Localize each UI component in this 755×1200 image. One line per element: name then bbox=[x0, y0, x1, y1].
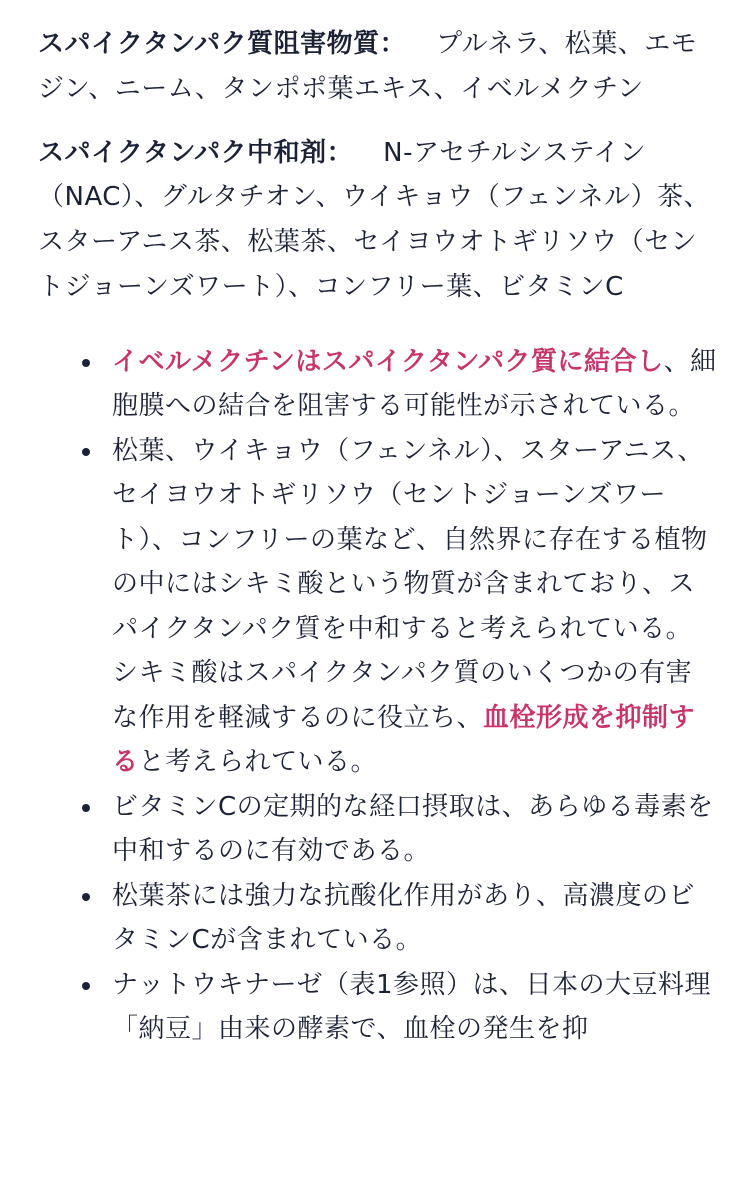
list-item-text: ナットウキナーゼ（表1参照）は、日本の大豆料理「納豆」由来の酵素で、血栓の発生を抑 bbox=[112, 969, 712, 1045]
list-item bbox=[112, 963, 718, 1052]
bullet-icon bbox=[82, 893, 90, 901]
list-item-text: 、細胞膜への結合を阻害する可能性が示されている。 bbox=[112, 346, 717, 422]
inhibitors-text: プルネラ、松葉、エモジン、ニーム、タンポポ葉エキス、イベルメクチン bbox=[38, 29, 698, 104]
inhibitors-label: スパイクタンパク質阻害物質： bbox=[38, 29, 407, 59]
list-item bbox=[112, 429, 718, 785]
list-item bbox=[112, 785, 718, 874]
highlight-text: イベルメクチンはスパイクタンパク質に結合し bbox=[112, 346, 664, 377]
document-body bbox=[38, 22, 718, 1052]
neutralizers-text: N-アセチルシステイン（NAC）、グルタチオン、ウイキョウ（フェンネル）茶、スターアニス茶、松葉茶、セイヨウオトギリソウ（セントジョーンズワート）、コンフリー葉、ビタミンC bbox=[38, 137, 711, 302]
bullet-icon bbox=[82, 982, 90, 990]
highlight-text: 血栓形成を抑制する bbox=[112, 702, 696, 778]
bullet-icon bbox=[82, 448, 90, 456]
list-item bbox=[112, 340, 718, 429]
list-item-text: 松葉茶には強力な抗酸化作用があり、高濃度のビタミンCが含まれている。 bbox=[112, 880, 696, 956]
neutralizers-label: スパイクタンパク中和剤： bbox=[38, 137, 354, 168]
bullet-list bbox=[38, 340, 718, 1052]
list-item-text-after: と考えられている。 bbox=[138, 747, 378, 778]
list-item bbox=[112, 874, 718, 963]
bullet-icon bbox=[82, 359, 90, 367]
list-item-text: 松葉、ウイキョウ（フェンネル）、スターアニス、セイヨウオトギリソウ（セントジョーンズワート）、コンフリーの葉など、自然界に存在する植物の中にはシキミ酸という物質が含まれており、スパイクタンパク質を中和すると考えられている。シキミ酸はスパイクタンパク質のいくつかの有害な作用を軽減するのに役立ち、 bbox=[112, 435, 708, 733]
inhibitors-paragraph bbox=[38, 22, 718, 112]
neutralizers-paragraph bbox=[38, 131, 718, 310]
list-item-text: ビタミンCの定期的な経口摂取は、あらゆる毒素を中和するのに有効である。 bbox=[112, 791, 714, 867]
bullet-icon bbox=[82, 804, 90, 812]
